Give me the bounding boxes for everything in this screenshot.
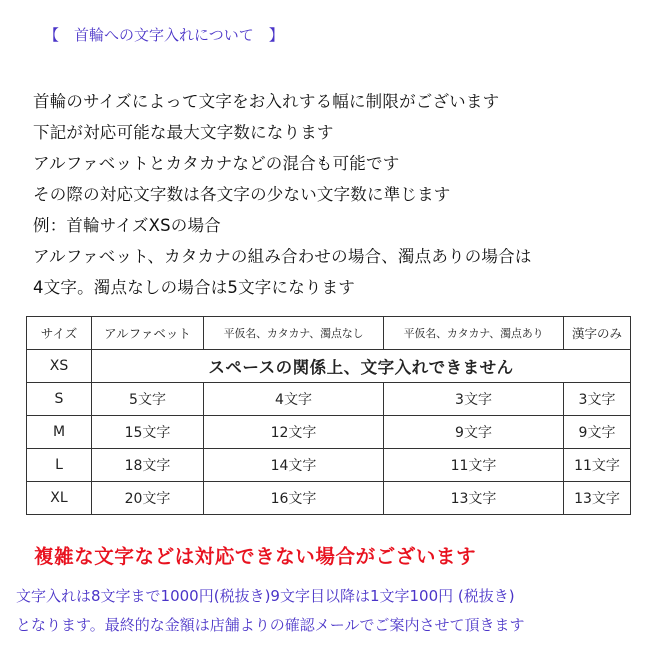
complex-character-warning: 複雑な文字などは対応できない場合がございます [34, 545, 477, 568]
alphabet-cell: 5文字 [92, 383, 204, 416]
table-row [27, 350, 631, 383]
size-cell: S [27, 383, 92, 416]
table-row [27, 449, 631, 482]
character-limit-table [26, 316, 631, 515]
size-cell: XL [27, 482, 92, 515]
kana-dakuten-cell: 13文字 [384, 482, 564, 515]
intro-line: アルファベット、カタカナの組み合わせの場合、濁点ありの場合は [33, 247, 532, 266]
kana-dakuten-cell: 9文字 [384, 416, 564, 449]
kanji-cell: 11文字 [564, 449, 631, 482]
table-header-row [27, 317, 631, 350]
price-line: となります。最終的な金額は店舗よりの確認メールでご案内させて頂きます [16, 616, 525, 634]
header-size: サイズ [27, 317, 92, 350]
kana-no-dakuten-cell: 12文字 [204, 416, 384, 449]
kana-dakuten-cell: 3文字 [384, 383, 564, 416]
header-kana-dakuten: 平仮名、カタカナ、濁点あり [384, 317, 564, 350]
size-cell: M [27, 416, 92, 449]
intro-line: 下記が対応可能な最大文字数になります [33, 123, 334, 142]
alphabet-cell: 15文字 [92, 416, 204, 449]
xs-notice: スペースの関係上、文字入れできません [92, 350, 631, 383]
size-cell: XS [27, 350, 92, 383]
kanji-cell: 3文字 [564, 383, 631, 416]
table-row [27, 383, 631, 416]
page-heading: 【 首輪への文字入れについて 】 [44, 26, 284, 44]
intro-line: 4文字。濁点なしの場合は5文字になります [33, 278, 355, 297]
kana-dakuten-cell: 11文字 [384, 449, 564, 482]
header-kanji: 漢字のみ [564, 317, 631, 350]
header-alphabet: アルファベット [92, 317, 204, 350]
kanji-cell: 13文字 [564, 482, 631, 515]
price-info [16, 582, 525, 640]
alphabet-cell: 20文字 [92, 482, 204, 515]
kana-no-dakuten-cell: 4文字 [204, 383, 384, 416]
price-line: 文字入れは8文字まで1000円(税抜き)9文字目以降は1文字100円 (税抜き) [16, 587, 515, 605]
table-row [27, 482, 631, 515]
intro-line: 首輪のサイズによって文字をお入れする幅に制限がございます [33, 92, 500, 111]
kanji-cell: 9文字 [564, 416, 631, 449]
kana-no-dakuten-cell: 16文字 [204, 482, 384, 515]
intro-line: その際の対応文字数は各文字の少ない文字数に準じます [33, 185, 451, 204]
alphabet-cell: 18文字 [92, 449, 204, 482]
header-kana-no-dakuten: 平仮名、カタカナ、濁点なし [204, 317, 384, 350]
intro-line: アルファベットとカタカナなどの混合も可能です [33, 154, 400, 173]
size-cell: L [27, 449, 92, 482]
intro-line: 例：首輪サイズXSの場合 [33, 216, 221, 235]
kana-no-dakuten-cell: 14文字 [204, 449, 384, 482]
intro-text [33, 86, 532, 303]
table-row [27, 416, 631, 449]
